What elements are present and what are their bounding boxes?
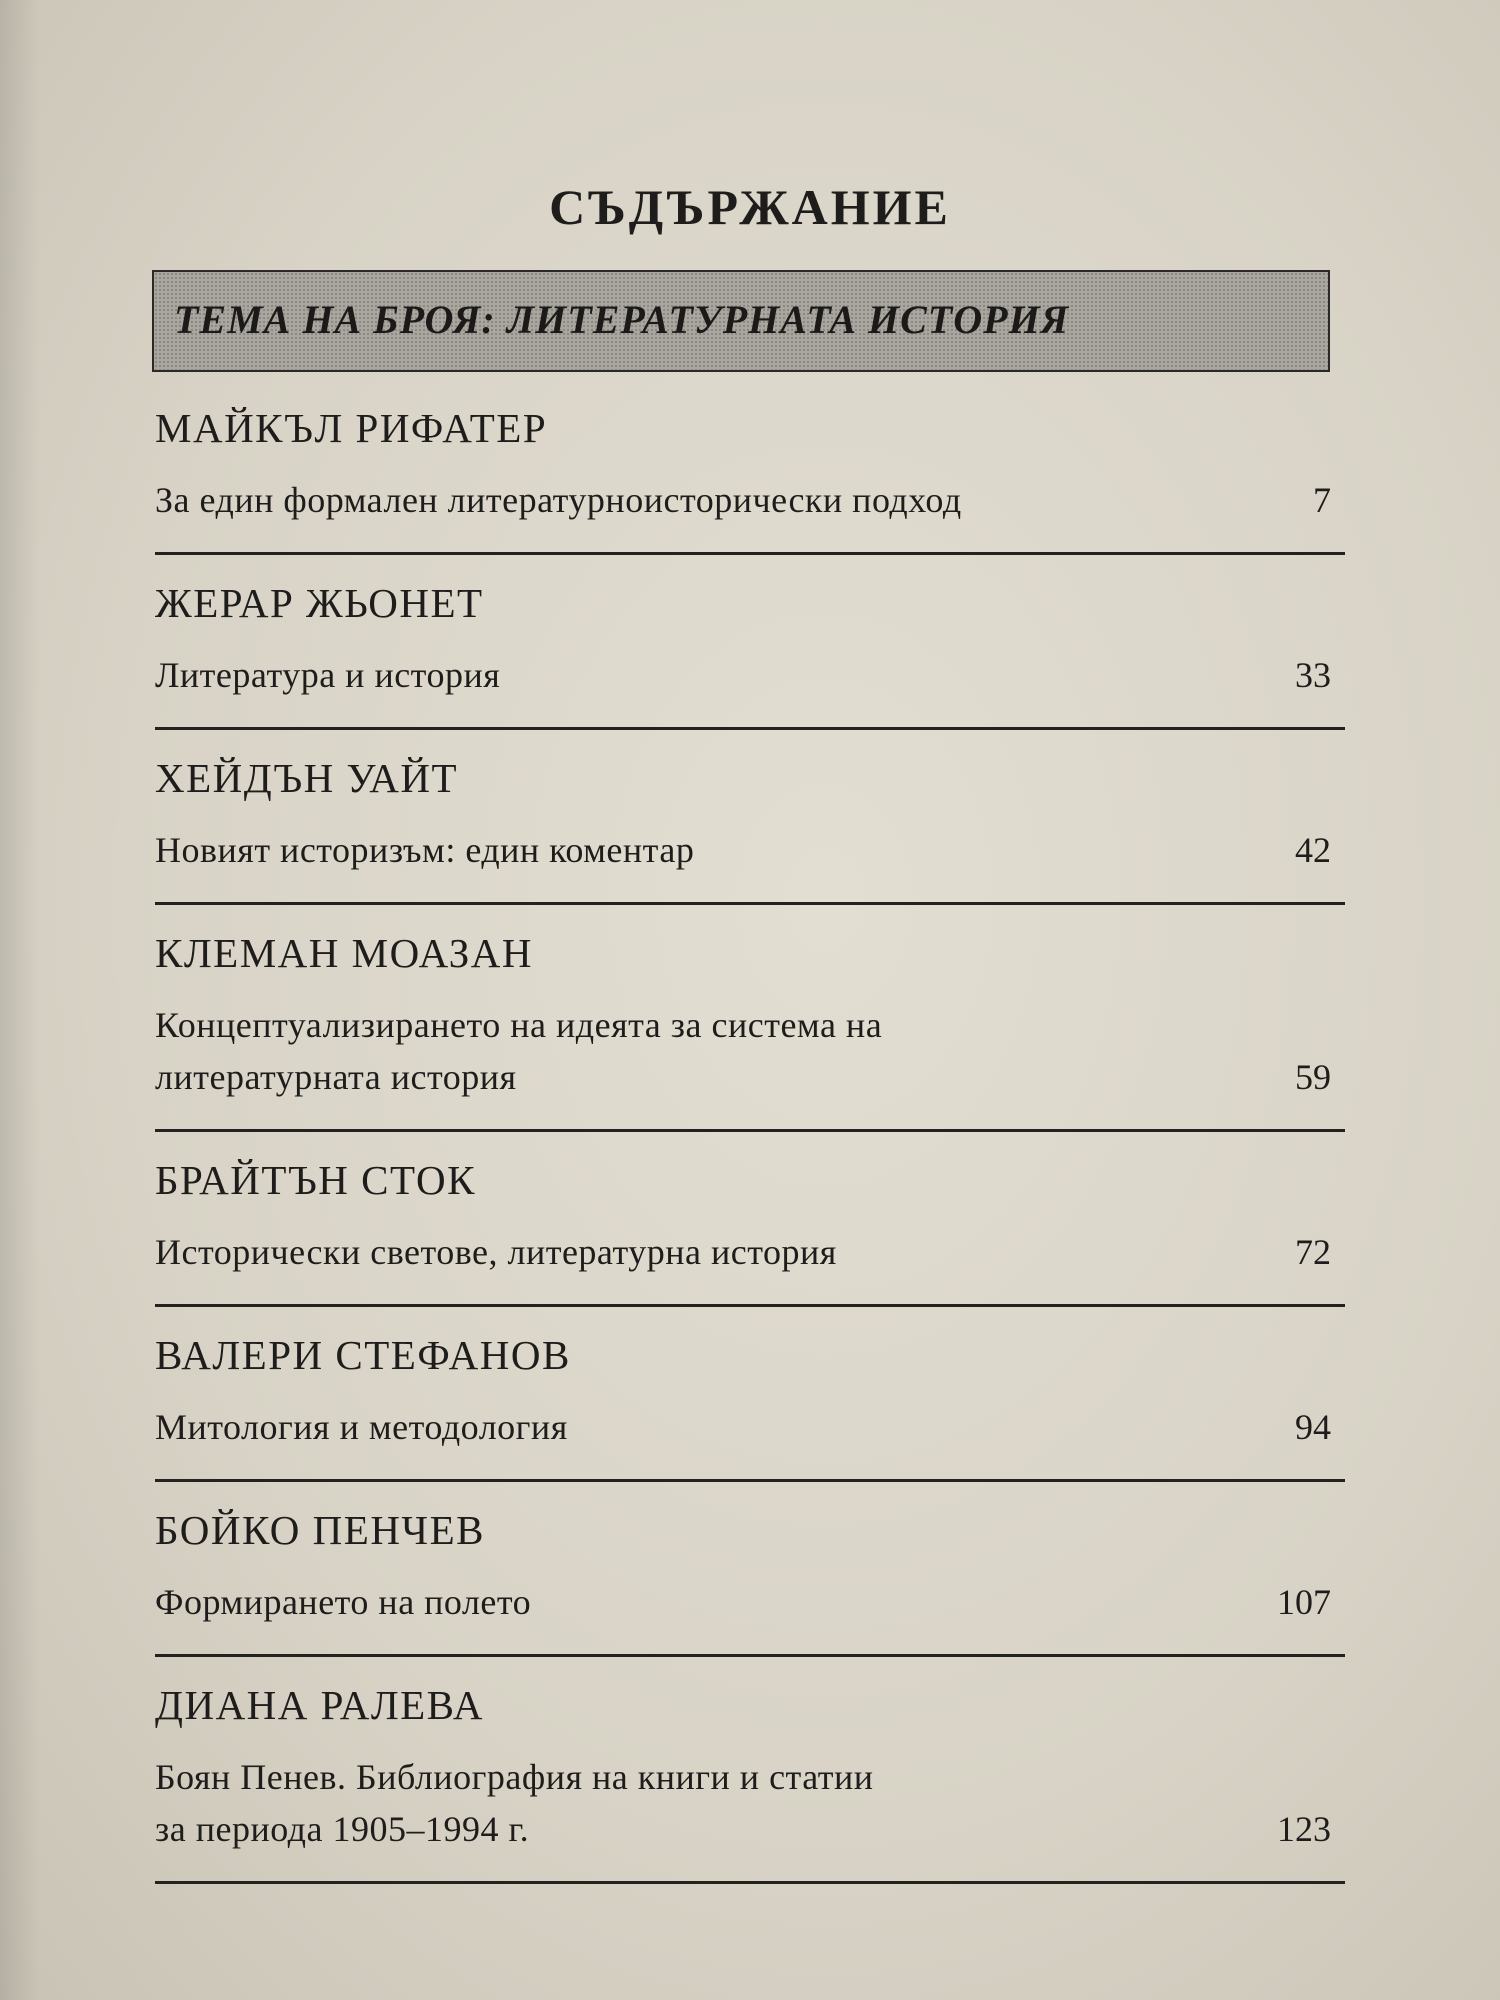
- contents-entry: [155, 1657, 1345, 1884]
- entry-work-row: [155, 633, 1345, 727]
- entry-author: МАЙКЪЛ РИФАТЕР: [155, 405, 548, 451]
- entry-work-title: [155, 474, 962, 526]
- entry-work-row: [155, 1560, 1345, 1654]
- entry-work-row: [155, 808, 1345, 902]
- entry-work-title-line: Новият историзъм: един коментар: [155, 830, 695, 870]
- contents-entry: [155, 1482, 1345, 1657]
- entry-work-title-line: Исторически светове, литературна история: [155, 1232, 837, 1272]
- entry-work-title-line: За един формален литературноисторически подход: [155, 480, 962, 520]
- entry-work-title: [155, 1751, 874, 1855]
- issue-theme-text: ТЕМА НА БРОЯ: ЛИТЕРАТУРНАТА ИСТОРИЯ: [174, 297, 1070, 342]
- entry-work-row: [155, 1385, 1345, 1479]
- contents-entry: [155, 730, 1345, 905]
- issue-theme-banner: [152, 270, 1330, 372]
- entry-work-row: [155, 1210, 1345, 1304]
- page-edge-shadow: [0, 0, 40, 2000]
- page-title: [0, 178, 1500, 236]
- entry-work-title-line: Боян Пенев. Библиография на книги и статии: [155, 1757, 874, 1797]
- entry-work-title-line: Литература и история: [155, 655, 501, 695]
- entry-work-title: [155, 824, 694, 876]
- contents-entry: [155, 1132, 1345, 1307]
- entry-author: ДИАНА РАЛЕВА: [155, 1682, 485, 1728]
- entry-author: ХЕЙДЪН УАЙТ: [155, 755, 458, 801]
- entry-page-number: 94: [1295, 1407, 1331, 1447]
- entry-work-title-line: Формирането на полето: [155, 1582, 532, 1622]
- entry-work-row: [155, 1735, 1345, 1881]
- entry-work-title-line: Митология и методология: [155, 1407, 568, 1447]
- entry-author: БОЙКО ПЕНЧЕВ: [155, 1507, 485, 1553]
- contents-entry: [155, 380, 1345, 555]
- entry-work-row: [155, 458, 1345, 552]
- entry-page-number: 42: [1295, 830, 1331, 870]
- entry-work-title: [155, 1401, 568, 1453]
- entry-work-title: [155, 999, 882, 1103]
- entry-work-title-line: литературната история: [155, 1057, 517, 1097]
- entry-page-number: 59: [1295, 1057, 1331, 1097]
- entry-work-title: [155, 1576, 531, 1628]
- entry-author: ВАЛЕРИ СТЕФАНОВ: [155, 1332, 571, 1378]
- entry-work-title: [155, 1226, 837, 1278]
- contents-entry: [155, 1307, 1345, 1482]
- entry-author: ЖЕРАР ЖЬОНЕТ: [155, 580, 484, 626]
- entry-page-number: 123: [1277, 1809, 1331, 1849]
- entry-work-title-line: за периода 1905–1994 г.: [155, 1809, 530, 1849]
- entry-page-number: 33: [1295, 655, 1331, 695]
- entry-work-title-line: Концептуализирането на идеята за система на: [155, 1005, 883, 1045]
- contents-entry: [155, 905, 1345, 1132]
- entry-author: КЛЕМАН МОАЗАН: [155, 930, 533, 976]
- entry-work-title: [155, 649, 500, 701]
- entry-author: БРАЙТЪН СТОК: [155, 1157, 476, 1203]
- contents-heading: СЪДЪРЖАНИЕ: [549, 179, 951, 235]
- contents-entry: [155, 555, 1345, 730]
- entry-work-row: [155, 983, 1345, 1129]
- entry-page-number: 107: [1277, 1582, 1331, 1622]
- contents-list: [155, 380, 1345, 1884]
- entry-page-number: 7: [1313, 480, 1331, 520]
- entry-page-number: 72: [1295, 1232, 1331, 1272]
